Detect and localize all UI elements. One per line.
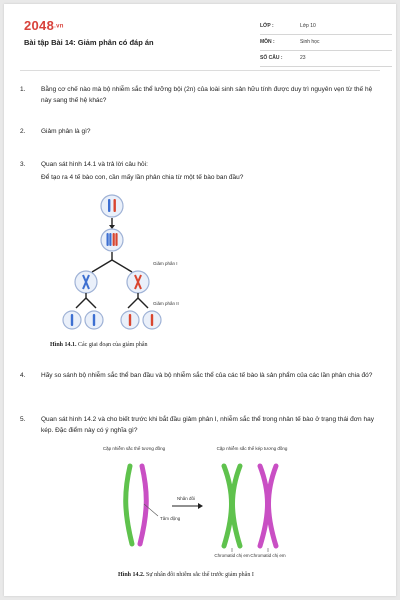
question-subtext: Để tạo ra 4 tế bào con, cần mấy lần phân chia từ một tế bào ban đầu? — [41, 174, 244, 181]
meta-label: SỐ CÂU : — [260, 55, 283, 61]
meta-row-count — [260, 52, 392, 67]
daughter-cell-right — [127, 271, 149, 293]
question-3 — [20, 159, 380, 183]
question-number: 5. — [20, 416, 26, 423]
document-page — [4, 4, 396, 596]
replicated-cell — [101, 229, 123, 251]
question-text: Hãy so sánh bộ nhiễm sắc thể ban đầu và bộ nhiễm sắc thể của các tế bào là sản phẩm của các lần phân chia đó? — [41, 372, 373, 379]
header-divider — [20, 70, 380, 71]
label-centromere: Tâm động — [160, 516, 181, 521]
caption-label: Hình 14.2. — [118, 572, 145, 578]
caption-text: Các giai đoạn của giảm phân — [76, 342, 148, 348]
question-number: 3. — [20, 161, 26, 168]
green-chromosome — [126, 466, 132, 544]
label-sister-chromatid-2: Chromatid chị em — [250, 553, 286, 558]
question-text: Quan sát hình 14.2 và cho biết trước khi bắt đầu giảm phân I, nhiễm sắc thể trong nhân tế bào ở trạng thái đơn hay kép. Đặc điểm này có ý nghĩa gì? — [41, 416, 374, 434]
figure-14-2-caption — [118, 572, 254, 578]
label-meiosis-2: Giảm phân II — [153, 301, 179, 306]
daughter-cell-left — [75, 271, 97, 293]
arrow-right-icon — [198, 503, 203, 509]
chromosome-replication-diagram — [102, 442, 322, 570]
question-2 — [20, 126, 380, 137]
page-header — [20, 16, 380, 68]
document-title: Bài tập Bài 14: Giảm phân có đáp án — [24, 38, 154, 47]
meta-row-subject — [260, 36, 392, 51]
question-number: 2. — [20, 128, 26, 135]
gamete-cell-2 — [85, 311, 103, 329]
label-meiosis-1: Giảm phân I — [153, 261, 178, 266]
question-number: 1. — [20, 86, 26, 93]
gamete-cell-4 — [143, 311, 161, 329]
logo-suffix: .vn — [54, 23, 64, 30]
question-number: 4. — [20, 372, 26, 379]
figure-14-1-caption — [50, 342, 148, 348]
label-sister-chromatid-1: Chromatid chị em — [214, 553, 250, 558]
question-text: Bằng cơ chế nào mà bộ nhiễm sắc thể lưỡng bội (2n) của loài sinh sản hữu tính được duy trì nguyên vẹn từ thế hệ này sang thế hệ khác? — [41, 86, 373, 104]
question-text: Quan sát hình 14.1 và trả lời câu hỏi: — [41, 161, 148, 168]
meta-label: LỚP : — [260, 23, 274, 29]
question-1 — [20, 84, 380, 106]
site-logo[interactable] — [24, 18, 64, 33]
question-4 — [20, 370, 380, 381]
figure-14-2 — [102, 442, 322, 570]
meta-info — [260, 20, 392, 68]
label-double-homologous: Cặp nhiễm sắc thể kép tương đồng — [216, 446, 288, 451]
caption-label: Hình 14.1. — [50, 342, 77, 348]
meta-value: Lớp 10 — [300, 23, 316, 29]
meta-value: Sinh học — [300, 39, 320, 45]
gamete-cell-1 — [63, 311, 81, 329]
gamete-cell-3 — [121, 311, 139, 329]
label-homologous: Cặp nhiễm sắc thể tương đồng — [102, 446, 166, 451]
figure-14-1 — [54, 192, 224, 340]
caption-text: Sự nhân đôi nhiễm sắc thể trước giảm phân I — [144, 572, 254, 578]
parent-cell — [101, 195, 123, 217]
logo-main: 2048 — [24, 18, 55, 33]
meta-row-class — [260, 20, 392, 35]
question-5 — [20, 414, 380, 436]
meta-value: 23 — [300, 55, 306, 61]
question-text: Giảm phân là gì? — [41, 128, 91, 135]
meta-label: MÔN : — [260, 39, 275, 45]
label-replication: Nhân đôi — [176, 496, 196, 501]
meiosis-diagram — [54, 192, 224, 340]
